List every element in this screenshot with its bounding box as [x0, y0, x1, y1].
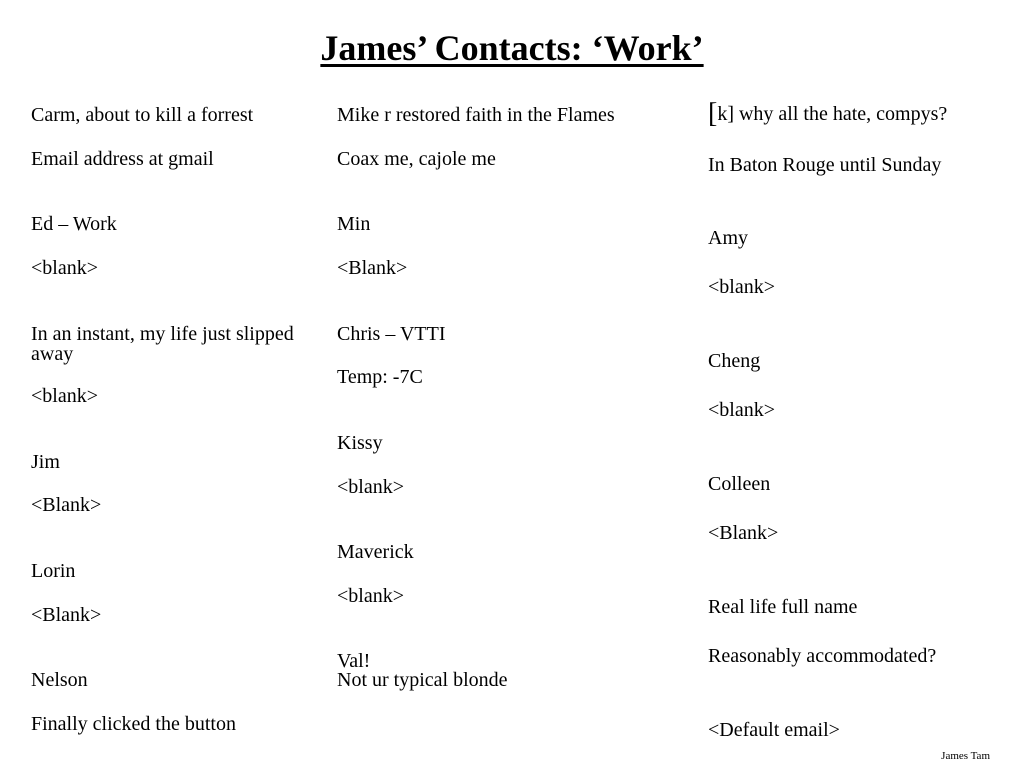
contact-name[interactable]: Chris – VTTI — [337, 323, 446, 345]
contact-detail: Temp: -7C — [337, 366, 423, 388]
contact-name[interactable]: Colleen — [708, 473, 771, 495]
contact-detail: Email address at gmail — [31, 148, 214, 170]
contact-detail: <blank> — [31, 257, 98, 279]
contact-detail: <Blank> — [31, 604, 102, 626]
contact-detail: <blank> — [708, 276, 775, 298]
contact-detail: <Blank> — [708, 522, 779, 544]
contact-name[interactable]: Val! — [337, 650, 371, 672]
contact-detail: Reasonably accommodated? — [708, 645, 937, 667]
contact-name-text: k] why all the hate, compys? — [717, 103, 948, 125]
contact-detail: Not ur typical blonde — [337, 669, 508, 691]
contact-detail: <blank> — [708, 399, 775, 421]
contact-name[interactable]: Carm, about to kill a forrest — [31, 104, 254, 126]
contact-name[interactable]: Maverick — [337, 541, 414, 563]
footer-author: James Tam — [941, 750, 990, 762]
contact-detail: <Blank> — [337, 257, 408, 279]
contact-detail: <Blank> — [31, 494, 102, 516]
contact-name[interactable] — [708, 98, 948, 129]
contact-detail: <blank> — [337, 476, 404, 498]
contact-name[interactable]: Ed – Work — [31, 213, 117, 235]
contact-name[interactable]: Kissy — [337, 432, 383, 454]
contact-name[interactable]: Amy — [708, 227, 748, 249]
contact-detail: Finally clicked the button — [31, 713, 236, 735]
contact-detail: In Baton Rouge until Sunday — [708, 154, 942, 176]
contact-name[interactable]: Nelson — [31, 669, 88, 691]
contact-name[interactable]: Lorin — [31, 560, 76, 582]
contact-detail: <blank> — [337, 585, 404, 607]
contact-detail: <blank> — [31, 385, 98, 407]
contact-name[interactable]: Jim — [31, 451, 60, 473]
contact-name[interactable]: Real life full name — [708, 596, 858, 618]
contact-detail: <Default email> — [708, 719, 840, 741]
bracket-glyph: [ — [708, 98, 718, 129]
contact-name[interactable]: In an instant, my life just slipped away — [31, 323, 294, 365]
page-title: James’ Contacts: ‘Work’ — [320, 28, 704, 68]
contact-detail: Coax me, cajole me — [337, 148, 496, 170]
contact-name[interactable]: Mike r restored faith in the Flames — [337, 104, 615, 126]
contact-name[interactable]: Cheng — [708, 350, 761, 372]
contact-name[interactable]: Min — [337, 213, 371, 235]
